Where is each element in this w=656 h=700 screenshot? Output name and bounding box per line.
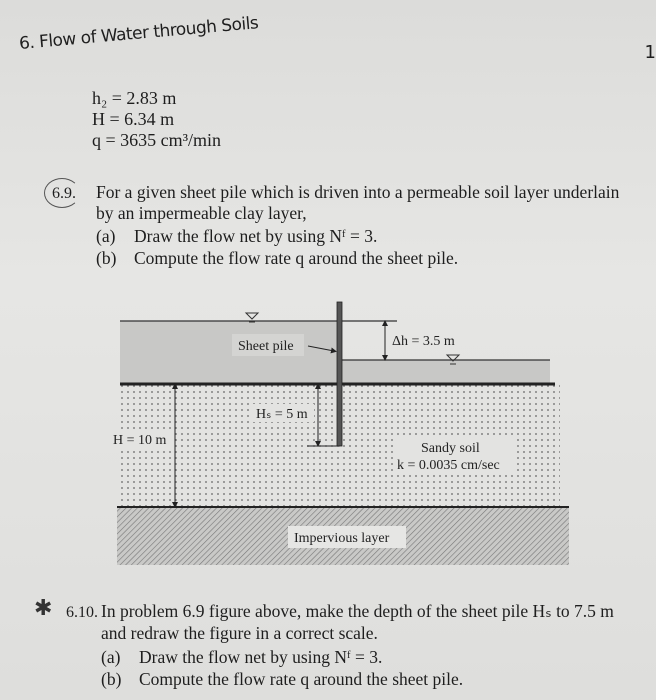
page-number: 1 xyxy=(644,42,656,63)
permeability-label: k = 0.0035 cm/sec xyxy=(397,458,500,473)
sheet-pile xyxy=(337,302,342,446)
soil-label: Sandy soil xyxy=(421,441,480,456)
problem-text: For a given sheet pile which is driven into a permeable soil layer underlain xyxy=(96,182,620,202)
h-total-label: H = 10 m xyxy=(113,433,167,448)
problem-text: In problem 6.9 figure above, make the depth of the sheet pile Hₛ to 7.5 m xyxy=(101,601,614,621)
problem-number: 6.10. xyxy=(66,604,98,621)
impervious-label: Impervious layer xyxy=(294,531,390,546)
part-label: (b) xyxy=(96,248,117,268)
problem-text: by an impermeable clay layer, xyxy=(96,203,307,223)
part-text: Compute the flow rate q around the sheet pile. xyxy=(134,248,459,268)
answer-q: q = 3635 cm³/min xyxy=(92,130,222,150)
pen-star-mark: ✱ xyxy=(34,595,53,620)
part-label: (a) xyxy=(101,647,121,667)
part-text: Compute the flow rate q around the sheet pile. xyxy=(139,669,464,689)
part-text: Draw the flow net by using Nᶠ = 3. xyxy=(139,647,383,667)
answer-H: H = 6.34 m xyxy=(92,109,175,129)
part-text: Draw the flow net by using Nᶠ = 3. xyxy=(134,226,378,246)
part-label: (a) xyxy=(96,226,116,246)
answer-h2: h₂ = 2.83 m xyxy=(92,88,177,108)
problem-number: 6.9. xyxy=(52,185,76,202)
chapter-header: 6. Flow of Water through Soils xyxy=(18,13,260,55)
left-water xyxy=(120,321,337,384)
hs-label: Hₛ = 5 m xyxy=(256,407,308,422)
part-label: (b) xyxy=(101,669,122,689)
delta-h-label: Δh = 3.5 m xyxy=(392,334,455,349)
sheet-pile-label: Sheet pile xyxy=(238,339,294,354)
right-water xyxy=(342,360,550,384)
problem-text: and redraw the figure in a correct scale. xyxy=(101,623,378,643)
